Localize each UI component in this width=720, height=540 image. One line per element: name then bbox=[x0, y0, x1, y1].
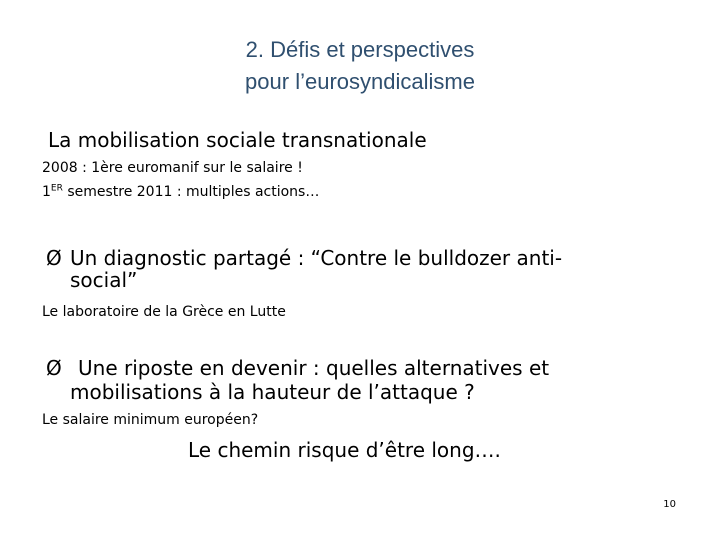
bullet-1-text: Un diagnostic partagé : “Contre le bulldozer anti- bbox=[70, 246, 563, 270]
slide-title bbox=[0, 34, 720, 98]
bullet-2-line-1 bbox=[46, 356, 549, 380]
page-number: 10 bbox=[663, 499, 676, 510]
section-heading: La mobilisation sociale transnationale bbox=[48, 128, 427, 152]
title-line-1: 2. Défis et perspectives bbox=[245, 37, 475, 62]
title-line-2: pour l’eurosyndicalisme bbox=[245, 69, 475, 94]
section-line-2-sup: ER bbox=[50, 183, 63, 194]
arrow-bullet-icon: Ø bbox=[46, 356, 62, 380]
arrow-bullet-icon: Ø bbox=[46, 246, 62, 270]
bullet-1-note: Le laboratoire de la Grèce en Lutte bbox=[42, 304, 286, 320]
bullet-2-text: Une riposte en devenir : quelles alternatives et bbox=[78, 356, 550, 380]
section-line-1: 2008 : 1ère euromanif sur le salaire ! bbox=[42, 160, 303, 176]
bullet-1-line-2: social” bbox=[70, 268, 138, 292]
section-line-2 bbox=[42, 182, 319, 202]
section-line-2-rest: semestre 2011 : multiples actions… bbox=[62, 184, 320, 200]
conclusion-text: Le chemin risque d’être long…. bbox=[188, 438, 501, 462]
bullet-2-note: Le salaire minimum européen? bbox=[42, 412, 259, 428]
bullet-1-line-1 bbox=[46, 246, 562, 270]
section-line-2-prefix: 1 bbox=[42, 184, 51, 200]
bullet-2-line-2: mobilisations à la hauteur de l’attaque ? bbox=[70, 380, 475, 404]
